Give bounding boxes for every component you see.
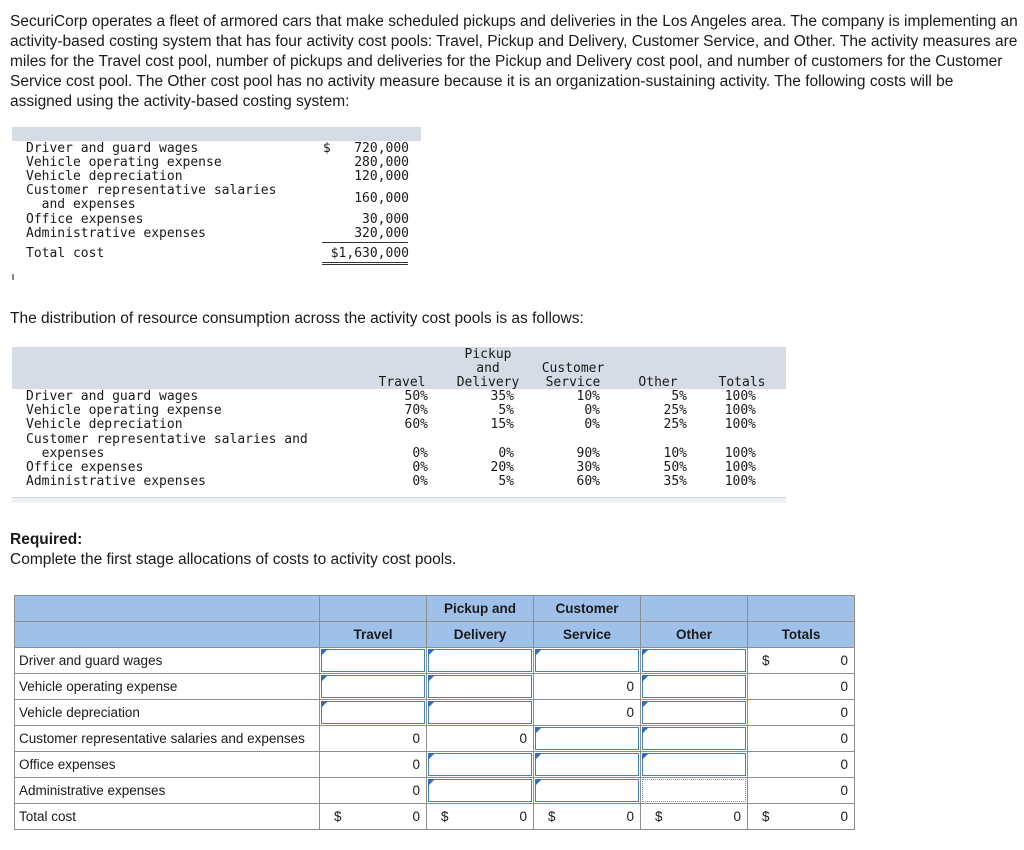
other-input[interactable]	[641, 726, 748, 752]
dist-customer: 60%	[576, 474, 600, 489]
dist-travel: 50%	[404, 389, 428, 404]
dist-pickup: 0%	[498, 446, 514, 461]
travel-total	[320, 804, 427, 830]
pickup-total-number: 0	[519, 809, 527, 824]
customer-value	[534, 674, 641, 700]
grid-row	[15, 726, 855, 752]
currency-symbol: $	[334, 809, 342, 824]
travel-number: 0	[412, 731, 420, 746]
grid-row-label: Customer representative salaries and expenses	[15, 726, 320, 752]
customer-input[interactable]	[534, 648, 641, 674]
totals-number: 0	[840, 679, 848, 694]
grid-header-pickup: Delivery	[427, 622, 534, 648]
customer-total	[534, 804, 641, 830]
dist-other: 50%	[663, 460, 687, 475]
pickup-value	[427, 726, 534, 752]
distribution-table	[12, 347, 786, 505]
customer-total-number: 0	[626, 809, 634, 824]
travel-number: 0	[412, 783, 420, 798]
travel-total-number: 0	[412, 809, 420, 824]
grid-header-blank	[15, 596, 320, 622]
cost-label: Vehicle depreciation	[26, 169, 183, 184]
pickup-input[interactable]	[427, 752, 534, 778]
distribution-table-footer	[12, 497, 786, 503]
grand-total-number: 0	[840, 809, 848, 824]
grid-header-travel: Travel	[320, 622, 427, 648]
grid-header-other-top	[641, 596, 748, 622]
dist-travel: 70%	[404, 403, 428, 418]
pickup-input[interactable]	[427, 674, 534, 700]
col-header-pickup: and	[476, 361, 500, 376]
dist-customer: 10%	[576, 389, 600, 404]
cost-total-label: Total cost	[26, 246, 105, 261]
grid-header-blank	[15, 622, 320, 648]
dist-totals: 100%	[724, 417, 756, 432]
col-header-travel: Travel	[378, 375, 426, 390]
totals-value	[748, 752, 855, 778]
col-header-other: Other	[638, 375, 678, 390]
pickup-input[interactable]	[427, 700, 534, 726]
cost-amount: 320,000	[354, 226, 409, 241]
col-header-customer: Service	[545, 375, 601, 390]
grid-header-other: Other	[641, 622, 748, 648]
cost-label: Office expenses	[26, 212, 144, 227]
dist-other: 10%	[663, 446, 687, 461]
cost-table	[12, 127, 421, 265]
totals-number: 0	[840, 705, 848, 720]
grid-header-travel-top	[320, 596, 427, 622]
dist-customer: 90%	[576, 446, 600, 461]
pickup-total	[427, 804, 534, 830]
customer-number: 0	[626, 679, 634, 694]
col-header-pickup: Pickup	[464, 347, 512, 362]
customer-input[interactable]	[534, 726, 641, 752]
customer-input[interactable]	[534, 778, 641, 804]
dist-other: 25%	[663, 417, 687, 432]
grid-row	[15, 674, 855, 700]
totals-value	[748, 700, 855, 726]
pickup-number: 0	[519, 731, 527, 746]
dist-pickup: 35%	[490, 389, 514, 404]
grid-header-customer: Service	[534, 622, 641, 648]
totals-number: 0	[840, 783, 848, 798]
other-total	[641, 804, 748, 830]
total-double-rule	[322, 264, 408, 265]
dist-customer: 0%	[584, 417, 600, 432]
cost-amount: 30,000	[362, 212, 409, 227]
dist-row-label: Vehicle depreciation	[26, 417, 183, 432]
dist-row-label-cont: expenses	[26, 446, 105, 461]
other-total-number: 0	[733, 809, 741, 824]
grid-header-totals: Totals	[748, 622, 855, 648]
col-header-totals: Totals	[718, 375, 766, 390]
grid-header-pickup-top: Pickup and	[427, 596, 534, 622]
cost-amount: 120,000	[354, 169, 409, 184]
totals-number: 0	[840, 757, 848, 772]
currency-symbol: $	[655, 809, 663, 824]
totals-value	[748, 674, 855, 700]
pickup-input[interactable]	[427, 648, 534, 674]
totals-value	[748, 648, 855, 674]
required-section	[10, 530, 456, 570]
grid-total-row	[15, 804, 855, 830]
cost-table-header-band	[12, 127, 421, 141]
cost-label: Driver and guard wages	[26, 141, 199, 156]
grid-row	[15, 648, 855, 674]
dist-row-label: Driver and guard wages	[26, 389, 199, 404]
dist-totals: 100%	[724, 446, 756, 461]
currency-symbol: $	[762, 653, 770, 668]
total-double-rule	[322, 262, 408, 263]
other-input-focused[interactable]	[641, 778, 748, 804]
cost-label: Administrative expenses	[26, 226, 207, 241]
dist-other: 25%	[663, 403, 687, 418]
dist-row-label: Office expenses	[26, 460, 144, 475]
dist-pickup: 5%	[498, 474, 514, 489]
other-input[interactable]	[641, 674, 748, 700]
grand-total	[748, 804, 855, 830]
totals-number: 0	[840, 653, 848, 668]
dist-totals: 100%	[724, 460, 756, 475]
customer-input[interactable]	[534, 752, 641, 778]
dist-travel: 0%	[412, 460, 428, 475]
dist-travel: 0%	[412, 446, 428, 461]
required-label: Required:	[10, 531, 83, 548]
table-edge-mark	[12, 274, 14, 280]
currency-symbol: $	[441, 809, 449, 824]
grid-row-label: Driver and guard wages	[15, 648, 320, 674]
required-text: Complete the first stage allocations of costs to activity cost pools.	[10, 551, 457, 568]
dist-travel: 60%	[404, 417, 428, 432]
cost-label-cont: and expenses	[26, 197, 136, 212]
dist-totals: 100%	[724, 389, 756, 404]
customer-value	[534, 700, 641, 726]
travel-value	[320, 752, 427, 778]
dist-other: 5%	[671, 389, 687, 404]
distribution-intro: The distribution of resource consumption across the activity cost pools is as follows:	[10, 310, 584, 327]
dist-row-label: Vehicle operating expense	[26, 403, 222, 418]
cost-total-amount: $1,630,000	[330, 246, 409, 261]
totals-value	[748, 726, 855, 752]
grid-total-label: Total cost	[15, 804, 320, 830]
dist-totals: 100%	[724, 403, 756, 418]
other-input[interactable]	[641, 648, 748, 674]
dist-totals: 100%	[724, 474, 756, 489]
dist-other: 35%	[663, 474, 687, 489]
grid-row-label: Vehicle depreciation	[15, 700, 320, 726]
grid-row-label: Vehicle operating expense	[15, 674, 320, 700]
totals-number: 0	[840, 731, 848, 746]
cost-amount: $ 720,000	[322, 141, 409, 156]
col-header-customer: Customer	[541, 361, 605, 376]
dist-customer: 0%	[584, 403, 600, 418]
cost-label: Customer representative salaries	[26, 183, 277, 198]
customer-number: 0	[626, 705, 634, 720]
cost-label: Vehicle operating expense	[26, 155, 222, 170]
other-input[interactable]	[641, 700, 748, 726]
col-header-pickup: Delivery	[456, 375, 520, 390]
other-input[interactable]	[641, 752, 748, 778]
grid-header-customer-top: Customer	[534, 596, 641, 622]
dist-row-label: Customer representative salaries and	[26, 432, 308, 447]
dist-pickup: 20%	[490, 460, 514, 475]
travel-value	[320, 726, 427, 752]
problem-intro: SecuriCorp operates a fleet of armored cars that make scheduled pickups and deliveries in the Los Angeles area. The company is implementing an activity-based costing system that has four activity cost pools: Travel, Pickup and Delivery, Customer Service, and Other. The activity measures are miles for the Travel cost pool, number of pickups and deliveries for the Pickup and Delivery cost pool, and number of customers for the Customer Service cost pool. The Other cost pool has no activity measure because it is an organization-sustaining activity. The following costs will be assigned using the activity-based costing system:	[10, 13, 1018, 110]
travel-input[interactable]	[320, 700, 427, 726]
dist-pickup: 15%	[490, 417, 514, 432]
grid-row	[15, 700, 855, 726]
cost-amount: 160,000	[354, 191, 409, 206]
totals-value	[748, 778, 855, 804]
currency-symbol: $	[548, 809, 556, 824]
travel-number: 0	[412, 757, 420, 772]
dist-pickup: 5%	[498, 403, 514, 418]
currency-symbol: $	[762, 809, 770, 824]
grid-row-label: Administrative expenses	[15, 778, 320, 804]
travel-input[interactable]	[320, 674, 427, 700]
cost-amount: 280,000	[354, 155, 409, 170]
grid-row-label: Office expenses	[15, 752, 320, 778]
grid-row	[15, 752, 855, 778]
pickup-input[interactable]	[427, 778, 534, 804]
dist-customer: 30%	[576, 460, 600, 475]
travel-input[interactable]	[320, 648, 427, 674]
allocation-answer-grid	[14, 595, 855, 830]
grid-header-totals-top	[748, 596, 855, 622]
travel-value	[320, 778, 427, 804]
grid-row	[15, 778, 855, 804]
dist-row-label: Administrative expenses	[26, 474, 207, 489]
dist-travel: 0%	[412, 474, 428, 489]
subtotal-rule	[322, 242, 408, 243]
